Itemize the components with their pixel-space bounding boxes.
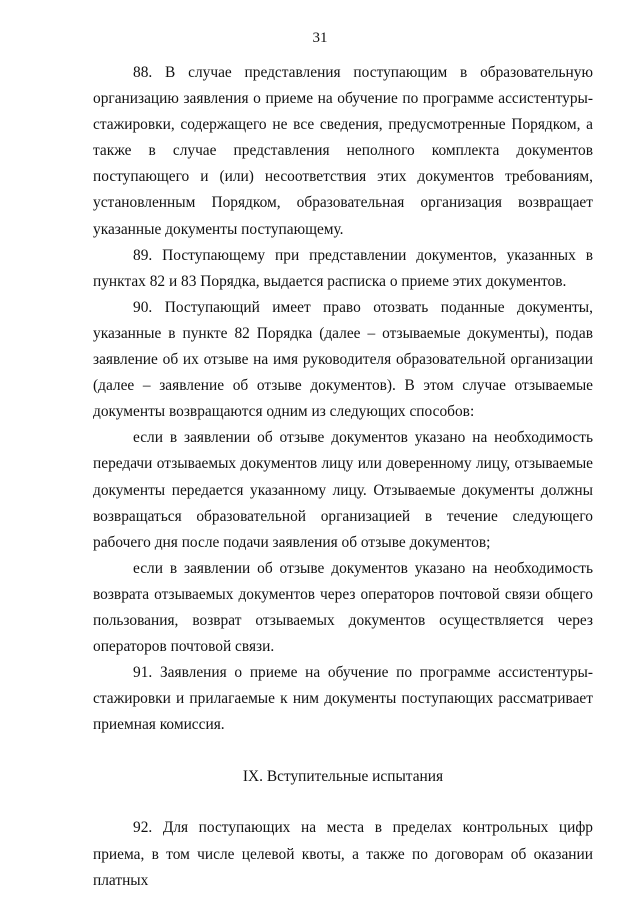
paragraph-90-option-1: если в заявлении об отзыве документов указано на необходимость передачи отзываемых документов лицу или доверенному лицу, отзываемые документы передается указанному лицу. Отзываемые документы должны возвращаться образовательной организацией в течение следующего рабочего дня после подачи заявления об отзыве документов; <box>93 429 593 551</box>
section-heading: IX. Вступительные испытания <box>242 768 444 786</box>
paragraph-90: 90. Поступающий имеет право отозвать поданные документы, указанные в пункте 82 Порядка (далее – отзываемые документы), подав заявление об их отзыве на имя руководителя образовательной организации (далее – заявление об отзыве документов). В этом случае отзываемые документы возвращаются одним из следующих способов: <box>93 298 593 421</box>
page-number: 31 <box>312 30 328 46</box>
paragraph-89: 89. Поступающему при представлении документов, указанных в пунктах 82 и 83 Порядка, выдается расписка о приеме этих документов. <box>93 246 593 290</box>
paragraph-92: 92. Для поступающих на места в пределах контрольных цифр приема, в том числе целевой квоты, а также по договорам об оказании платных <box>93 819 593 889</box>
document-body <box>93 60 593 894</box>
paragraph-90-option-2: если в заявлении об отзыве документов указано на необходимость возврата отзываемых документов через операторов почтовой связи общего пользования, возврат отзываемых документов осуществляется через операторов почтовой связи. <box>93 559 593 656</box>
paragraph-88: 88. В случае представления поступающим в образовательную организацию заявления о приеме на обучение по программе ассистентуры-стажировки, содержащего не все сведения, предусмотренные Порядком, а также в случае представления неполного комплекта документов поступающего и (или) несоответствия этих документов требованиям, установленным Порядком, образовательная организация возвращает указанные документы поступающему. <box>93 64 593 238</box>
paragraph-91: 91. Заявления о приеме на обучение по программе ассистентуры-стажировки и прилагаемые к ним документы поступающих рассматривает приемная комиссия. <box>93 664 593 734</box>
